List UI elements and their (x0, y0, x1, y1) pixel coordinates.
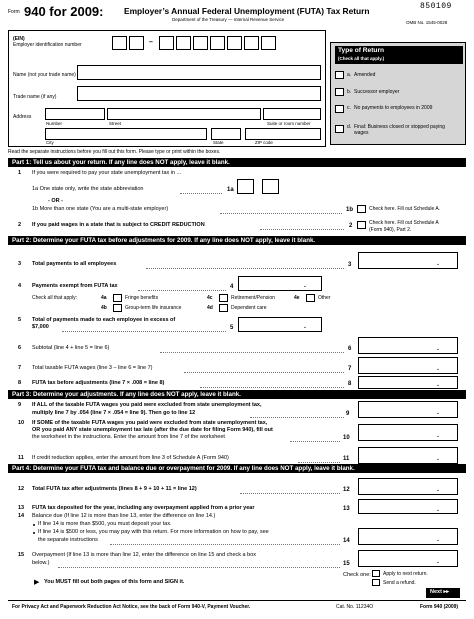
opt4e-label: Other (318, 295, 331, 301)
line1a-text: 1a One state only, write the state abbreviation (32, 186, 144, 192)
ein-dash: – (149, 39, 153, 46)
line9-number: 9 (18, 402, 22, 408)
next-page-button[interactable] (426, 588, 460, 598)
line4-number: 4 (18, 283, 22, 289)
form-word: Form (8, 9, 20, 15)
line1a-code: 1a (227, 187, 234, 193)
checkbox-other[interactable] (306, 294, 315, 302)
ein-sublabel: Employer identification number (13, 42, 82, 48)
line9-cents-dot: . (437, 409, 439, 416)
catalog-number: Cat. No. 11234O (336, 604, 374, 610)
line15-cents-dot: . (437, 558, 439, 565)
opt4c-label: Retirement/Pension (231, 295, 275, 301)
line13-cents-dot: . (437, 506, 439, 513)
line2-check-label-2: (Form 940), Part 2. (369, 227, 412, 233)
line7-cents-dot: . (437, 365, 439, 372)
line1b-code: 1b (346, 207, 354, 213)
opt4a-key: 4a (101, 295, 107, 301)
line4-cents-dot: . (304, 282, 306, 289)
line7-number: 7 (18, 365, 22, 371)
state-field[interactable] (211, 128, 241, 140)
line14-amount[interactable] (358, 528, 458, 545)
line9-amount[interactable] (358, 401, 458, 418)
line5-text-1: Total of payments made to each employee in excess of (32, 317, 176, 323)
checkbox-amended[interactable] (335, 71, 344, 79)
line13-code: 13 (343, 506, 350, 512)
line15-text-2: below.) (32, 560, 50, 566)
line11-text: If credit reduction applies, enter the amount from line 3 of Schedule A (Form 940) (32, 455, 229, 461)
line11-amount[interactable] (358, 447, 458, 464)
line6-text: Subtotal (line 4 + line 5 = line 6) (32, 345, 110, 351)
state-abbrev-1[interactable] (237, 179, 254, 194)
line3-text: Total payments to all employees (32, 261, 117, 267)
line8-amount[interactable] (358, 376, 458, 389)
ein-digit-3[interactable] (159, 36, 174, 50)
type-d-key: d. (347, 124, 352, 130)
line15-amount[interactable] (358, 550, 458, 567)
check-all-label: Check all that apply: (32, 295, 78, 301)
line12-cents-dot: . (437, 486, 439, 493)
type-c-key: c. (347, 105, 351, 111)
line12-number: 12 (18, 486, 25, 492)
checkbox-send-refund[interactable] (372, 579, 380, 586)
checkbox-group-term-life[interactable] (113, 304, 122, 312)
line13-text: FUTA tax deposited for the year, including any overpayment applied from a prior year (32, 505, 255, 511)
line2-text: If you paid wages in a state that is subject to CREDIT REDUCTION (32, 222, 205, 228)
line9-text-1: If ALL of the taxable FUTA wages you paid were excluded from state unemployment tax, (32, 402, 262, 408)
line15-text-1: Overpayment (If line 13 is more than line 12, enter the difference on line 15 and check a box (32, 552, 257, 558)
opt4e-key: 4e (294, 295, 300, 301)
name-label: Name (not your trade name) (13, 72, 76, 78)
line15-code: 15 (343, 561, 350, 567)
or-label: - OR - (48, 198, 63, 204)
line15-number: 15 (18, 552, 25, 558)
line6-amount[interactable] (358, 337, 458, 354)
line3-code: 3 (348, 262, 352, 268)
line14-bullet-2: If line 14 is $500 or less, you may pay with this return. For more information on how to pay, see (38, 529, 269, 535)
line11-cents-dot: . (437, 455, 439, 462)
opt4b-key: 4b (101, 305, 107, 311)
line1b-text: 1b More than one state (You are a multi-state employer) (32, 206, 169, 212)
line9-code: 9 (346, 411, 350, 417)
line10-amount[interactable] (358, 424, 458, 441)
name-field[interactable] (77, 65, 321, 80)
city-field[interactable] (45, 128, 207, 140)
line1-text: If you were required to pay your state unemployment tax in ... (32, 170, 182, 176)
zip-label: ZIP code (255, 140, 273, 145)
arrow-right-icon: ▶ (34, 579, 40, 586)
privacy-notice: For Privacy Act and Paperwork Reduction Act Notice, see the back of Form 940-V, Payment Voucher. (12, 604, 251, 610)
ein-digit-5[interactable] (193, 36, 208, 50)
address-label: Address (13, 114, 32, 120)
part4-header: Part 4: Determine your FUTA tax and balance due or overpayment for 2009. If any line does NOT apply, leave it blank. (8, 464, 466, 473)
line2-number: 2 (18, 222, 22, 228)
type-b-label: Successor employer (354, 89, 400, 95)
employer-info-panel (8, 30, 326, 147)
line12-text: Total FUTA tax after adjustments (lines 8 + 9 + 10 + 11 = line 12) (32, 486, 197, 492)
line13-number: 13 (18, 505, 25, 511)
line14-cents-dot: . (437, 536, 439, 543)
line11-number: 11 (18, 455, 24, 461)
checkbox-multistate[interactable] (357, 205, 366, 213)
must-fill-note: You MUST fill out both pages of this form and SIGN it. (44, 579, 185, 585)
zip-field[interactable] (245, 128, 321, 140)
line4-code: 4 (230, 284, 234, 290)
ein-digit-8[interactable] (244, 36, 259, 50)
form-footer-id: Form 940 (2009) (420, 604, 459, 610)
form-number: 940 for 2009: (24, 4, 104, 19)
line14-bullet-1: If line 14 is more than $500, you must deposit your tax. (38, 521, 172, 527)
checkbox-dependent-care[interactable] (219, 304, 228, 312)
line8-number: 8 (18, 380, 22, 386)
line10-cents-dot: . (437, 432, 439, 439)
line6-number: 6 (18, 345, 22, 351)
type-d-label: Final: Business closed or stopped paying wages (354, 124, 445, 136)
type-of-return-panel (330, 42, 466, 145)
address-number-field[interactable] (45, 108, 105, 120)
opt4d-label: Dependent care (231, 305, 267, 311)
line1-number: 1 (18, 170, 22, 176)
line7-text: Total taxable FUTA wages (line 3 – line 6 = line 7) (32, 365, 153, 371)
line7-code: 7 (348, 366, 352, 372)
line5-amount[interactable] (238, 317, 322, 332)
type-a-label: Amended (354, 72, 376, 78)
address-number-label: Number (46, 121, 63, 126)
line4-amount[interactable] (238, 276, 322, 291)
line4-text: Payments exempt from FUTA tax (32, 283, 118, 289)
line6-code: 6 (348, 346, 352, 352)
part1-header: Part 1: Tell us about your return. If any line does NOT apply, leave it blank. (8, 158, 466, 167)
line3-cents-dot: . (437, 260, 439, 267)
ein-digit-9[interactable] (261, 36, 276, 50)
line8-code: 8 (348, 381, 352, 387)
state-label: State (213, 140, 224, 145)
line12-amount[interactable] (358, 478, 458, 495)
instructions-note: Read the separate instructions before you fill out this form. Please type or print within the boxes. (8, 149, 221, 155)
line7-amount[interactable] (358, 357, 458, 374)
type-of-return-subtitle: (Check all that apply.) (338, 56, 385, 61)
checkbox-credit-reduction[interactable] (357, 221, 366, 229)
checkbox-fringe-benefits[interactable] (113, 294, 122, 302)
footer-rule (8, 600, 466, 601)
type-b-key: b. (347, 89, 352, 95)
checkbox-retirement[interactable] (219, 294, 228, 302)
line6-cents-dot: . (437, 345, 439, 352)
check-one-label: Check one: (343, 572, 371, 578)
ein-digit-4[interactable] (176, 36, 191, 50)
opt4d-key: 4d (207, 305, 213, 311)
opt4c-key: 4c (207, 295, 213, 301)
department-line: Department of the Treasury — Internal Revenue Service (172, 17, 285, 22)
address-suite-field[interactable] (263, 108, 321, 120)
form-title: Employer’s Annual Federal Unemployment (FUTA) Tax Return (124, 6, 370, 16)
address-street-label: Street (109, 121, 122, 126)
line3-amount[interactable] (358, 252, 458, 269)
line8-text: FUTA tax before adjustments (line 7 × .008 = line 8) (32, 380, 165, 386)
trade-name-label: Trade name (if any) (13, 94, 57, 100)
apply-next-label: Apply to next return. (383, 571, 428, 577)
line9-text-2: multiply line 7 by .054 (line 7 × .054 = line 9). Then go to line 12 (32, 410, 196, 416)
barcode-number: 850109 (420, 2, 452, 11)
ein-digit-2[interactable] (129, 36, 144, 50)
city-label: City (46, 140, 54, 145)
ein-digit-6[interactable] (210, 36, 225, 50)
send-refund-label: Send a refund. (383, 580, 416, 586)
opt4a-label: Fringe benefits (125, 295, 159, 301)
line10-text-2: OR you paid ANY state unemployment tax late (after the due date for filing Form 940), fill out (32, 427, 273, 433)
ein-digit-7[interactable] (227, 36, 242, 50)
type-c-label: No payments to employees in 2009 (354, 105, 433, 111)
line5-text-2: $7,000 (32, 324, 49, 330)
type-a-key: a. (347, 72, 352, 78)
line14-number: 14 (18, 513, 25, 519)
line10-code: 10 (343, 435, 350, 441)
address-street-field[interactable] (107, 108, 261, 120)
line2-check-label-1: Check here. Fill out Schedule A (369, 220, 439, 226)
line14-text: Balance due (If line 12 is more than line 13, enter the difference on line 14.) (32, 513, 216, 519)
checkbox-final[interactable] (335, 125, 344, 133)
checkbox-apply-next-return[interactable] (372, 570, 380, 577)
line14-bullet-3: the separate instructions (38, 537, 98, 543)
ein-label: (EIN) (13, 36, 25, 42)
line2-code: 2 (349, 223, 353, 229)
line3-number: 3 (18, 261, 22, 267)
line5-number: 5 (18, 317, 22, 323)
state-abbrev-2[interactable] (262, 179, 279, 194)
line5-code: 5 (230, 325, 234, 331)
next-page-label: Next ▸▸ (430, 589, 449, 595)
trade-name-field[interactable] (77, 86, 321, 101)
part3-header: Part 3: Determine your adjustments. If any line does NOT apply, leave it blank. (8, 390, 466, 399)
line10-text-1: If SOME of the taxable FUTA wages you paid were excluded from state unemployment tax, (32, 420, 268, 426)
line1b-check-label: Check here. Fill out Schedule A. (369, 206, 441, 212)
line13-amount[interactable] (358, 499, 458, 514)
line8-cents-dot: . (437, 381, 439, 388)
line10-number: 10 (18, 420, 25, 426)
line14-code: 14 (343, 538, 350, 544)
address-suite-label: Suite or room number (267, 121, 311, 126)
line10-text-3: the worksheet in the instructions. Enter the amount from line 7 of the worksheet (32, 434, 225, 440)
line11-code: 11 (343, 456, 350, 462)
line5-cents-dot: . (304, 323, 306, 330)
checkbox-successor[interactable] (335, 88, 344, 96)
line12-code: 12 (343, 487, 350, 493)
part2-header: Part 2: Determine your FUTA tax before adjustments for 2009. If any line does NOT apply, leave it blank. (8, 236, 466, 245)
type-of-return-title: Type of Return (338, 47, 385, 54)
ein-digit-1[interactable] (112, 36, 127, 50)
omb-number: OMB No. 1545-0028 (406, 20, 448, 25)
checkbox-no-payments[interactable] (335, 105, 344, 113)
opt4b-label: Group-term life insurance (125, 305, 182, 311)
